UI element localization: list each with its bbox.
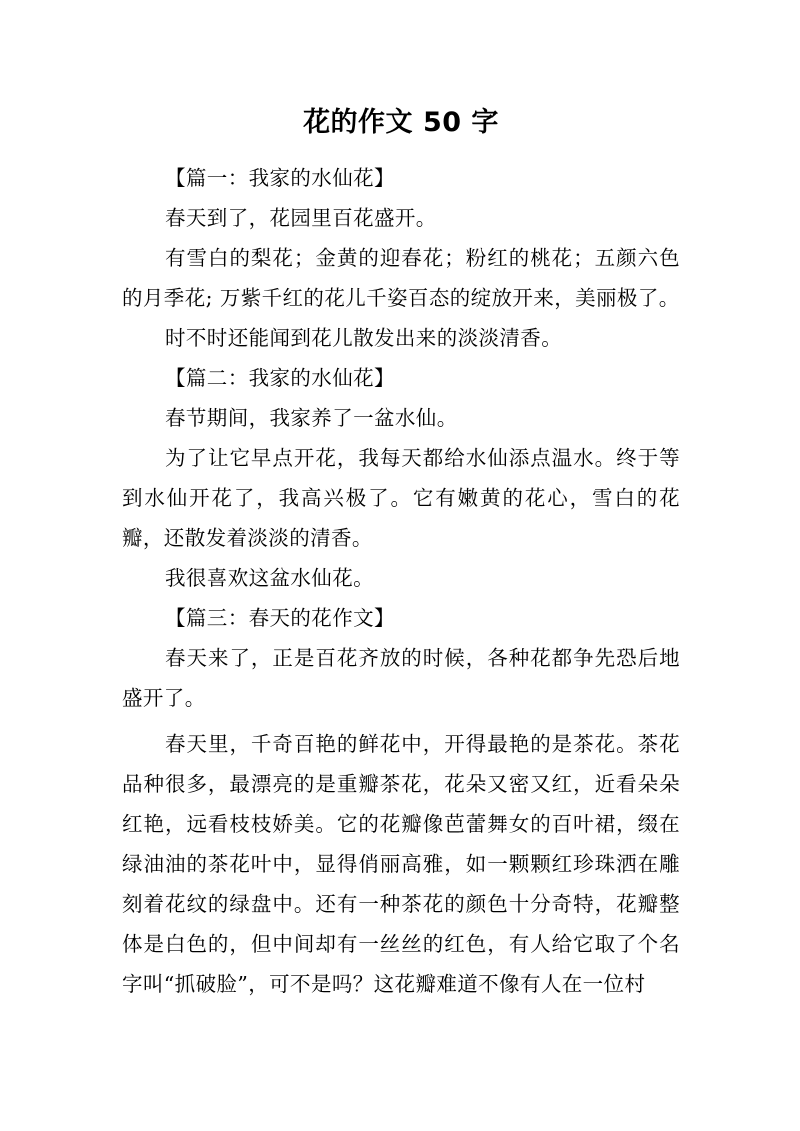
paragraph: 春天到了，花园里百花盛开。 [165,206,437,230]
section-heading-2: 【篇二：我家的水仙花】 [165,366,395,390]
document-title: 花的作文 50 字 [303,107,499,138]
section-heading-1: 【篇一：我家的水仙花】 [165,166,395,190]
paragraph: 春天来了，正是百花齐放的时候，各种花都争先恐后地盛开了。 [122,646,680,710]
paragraph: 春天里，千奇百艳的鲜花中，开得最艳的是茶花。茶花品种很多，最漂亮的是重瓣茶花，花朵又密又红，近看朵朵红艳，远看枝枝娇美。它的花瓣像芭蕾舞女的百叶裙，缀在绿油油的茶花叶中，显得俏丽高雅，如一颗颗红珍珠洒在雕刻着花纹的绿盘中。还有一种茶花的颜色十分奇特，花瓣整体是白色的，但中间却有一丝丝的红色，有人给它取了个名字叫“抓破脸”，可不是吗？这花瓣难道不像有人在一位村 [122,732,680,996]
paragraph: 有雪白的梨花；金黄的迎春花；粉红的桃花；五颜六色的月季花; 万紫千红的花儿千姿百态的绽放开来，美丽极了。 [122,246,680,310]
paragraph: 我很喜欢这盆水仙花。 [165,566,374,590]
paragraph: 时不时还能闻到花儿散发出来的淡淡清香。 [165,326,563,350]
paragraph: 春节期间，我家养了一盆水仙。 [165,406,458,430]
paragraph: 为了让它早点开花，我每天都给水仙添点温水。终于等到水仙开花了，我高兴极了。它有嫩黄的花心，雪白的花瓣，还散发着淡淡的清香。 [122,446,680,550]
section-heading-3: 【篇三：春天的花作文】 [165,606,395,630]
